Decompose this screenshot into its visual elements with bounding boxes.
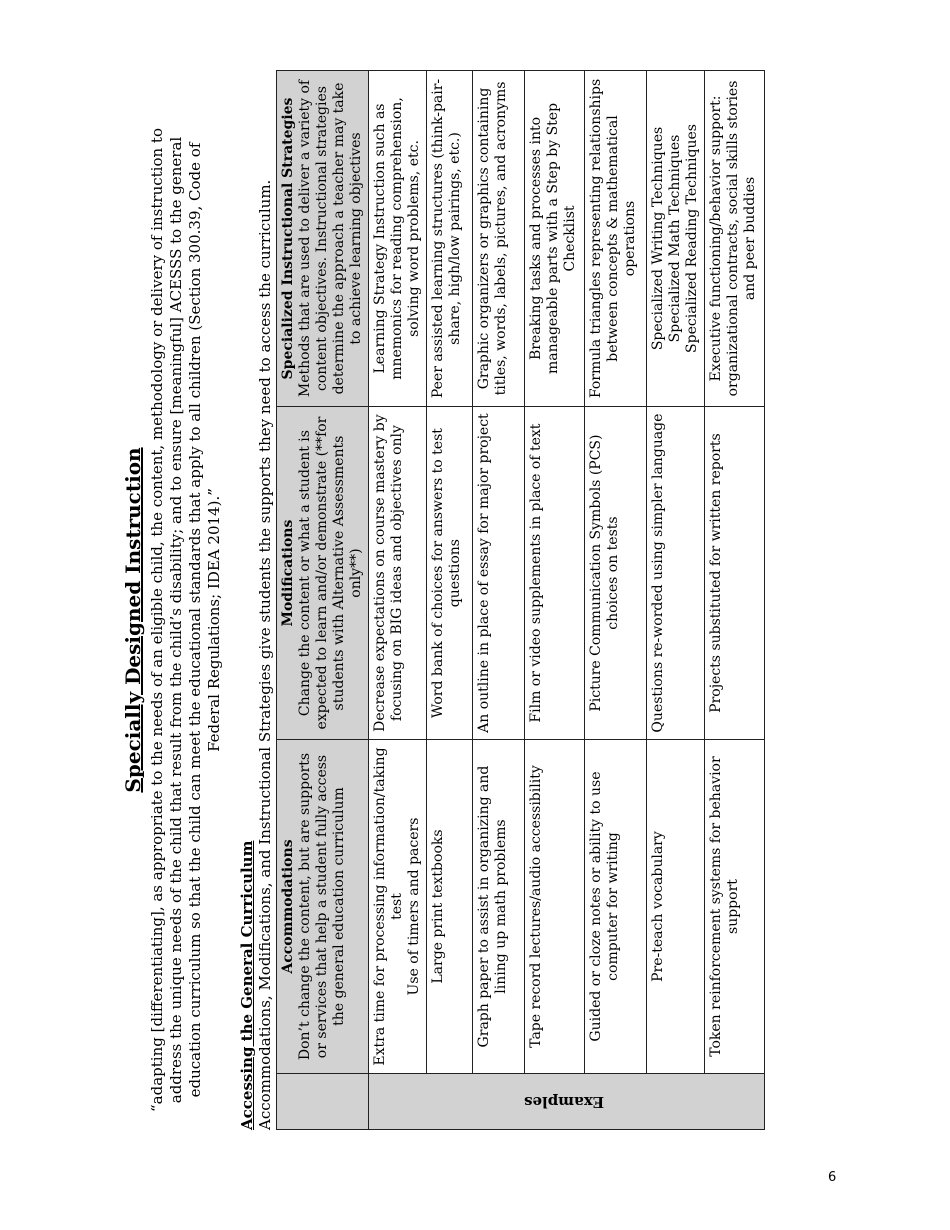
strategy-cell: Learning Strategy Instruction such as mnemonics for reading comprehension, solving word problems, etc.: [369, 71, 427, 407]
accommodation-cell: Pre-teach vocabulary: [647, 740, 705, 1074]
accommodation-cell: Large print textbooks: [427, 740, 473, 1074]
modification-cell: Word bank of choices for answers to test questions: [427, 406, 473, 739]
header-corner: [277, 1073, 369, 1129]
table-row: [427, 71, 473, 1130]
modification-cell: An outline in place of essay for major project: [473, 406, 525, 739]
idea-quote: “adapting [differentiating], as appropriate to the needs of an eligible child, the content, methodology or delivery of instruction to address the unique needs of the child that result from the child’s disability; and to ensure [meaningful] ACESSS to the general education curriculum so that the child can meet the educational standards that apply to all children (Section 300.39, Code of Federal Regulations; IDEA 2014).”: [148, 128, 223, 1112]
header-modifications: Modifications Change the content or what a student is expected to learn and/or demonstrate (**for students with Alternative Assessments only**): [277, 406, 369, 739]
modification-cell: Picture Communication Symbols (PCS) choices on tests: [585, 406, 647, 739]
intro-text: Accommodations, Modifications, and Instructional Strategies give students the supports they need to access the curriculum.: [256, 179, 274, 1130]
modification-cell: Film or video supplements in place of text: [525, 406, 585, 739]
page-number: 6: [828, 1170, 837, 1185]
table-row: [369, 71, 427, 1130]
header-strategies: Specialized Instructional Strategies Methods that are used to deliver a variety of content objectives. Instructional strategies determine the approach a teacher may take to achieve learning objectives: [277, 71, 369, 407]
examples-side-label: Examples: [369, 1073, 765, 1129]
table-row: [473, 71, 525, 1130]
strategy-cell: Peer assisted learning structures (think-pair-share, high/low pairings, etc.): [427, 71, 473, 407]
modification-cell: Decrease expectations on course mastery by focusing on BIG ideas and objectives only: [369, 406, 427, 739]
section-title: Accessing the General Curriculum: [238, 840, 256, 1130]
page-title: Specially Designed Instruction: [121, 447, 145, 793]
table-row: [525, 71, 585, 1130]
accommodation-cell: Token reinforcement systems for behavior support: [705, 740, 765, 1074]
supports-table: [276, 70, 765, 1130]
strategy-cell: Executive functioning/behavior support: organizational contracts, social skills stories and peer buddies: [705, 71, 765, 407]
modification-cell: Questions re-worded using simpler language: [647, 406, 705, 739]
accommodation-cell: Guided or cloze notes or ability to use computer for writing: [585, 740, 647, 1074]
strategy-cell: Breaking tasks and processes into manageable parts with a Step by Step Checklist: [525, 71, 585, 407]
strategy-cell: Graphic organizers or graphics containing titles, words, labels, pictures, and acronyms: [473, 71, 525, 407]
strategy-cell: Specialized Writing Techniques Specialized Math Techniques Specialized Reading Techniques: [647, 71, 705, 407]
accommodation-cell: Extra time for processing information/taking test Use of timers and pacers: [369, 740, 427, 1074]
table-row: [647, 71, 705, 1130]
modification-cell: Projects substituted for written reports: [705, 406, 765, 739]
strategy-cell: Formula triangles representing relationships between concepts & mathematical operations: [585, 71, 647, 407]
table-row: [705, 71, 765, 1130]
rotated-page: [120, 60, 810, 1180]
table-row: [585, 71, 647, 1130]
accommodation-cell: Tape record lectures/audio accessibility: [525, 740, 585, 1074]
header-accommodations: Accommodations Don’t change the content, but are supports or services that help a student fully access the general education curriculum: [277, 740, 369, 1074]
table-header-row: [277, 71, 369, 1130]
accommodation-cell: Graph paper to assist in organizing and lining up math problems: [473, 740, 525, 1074]
